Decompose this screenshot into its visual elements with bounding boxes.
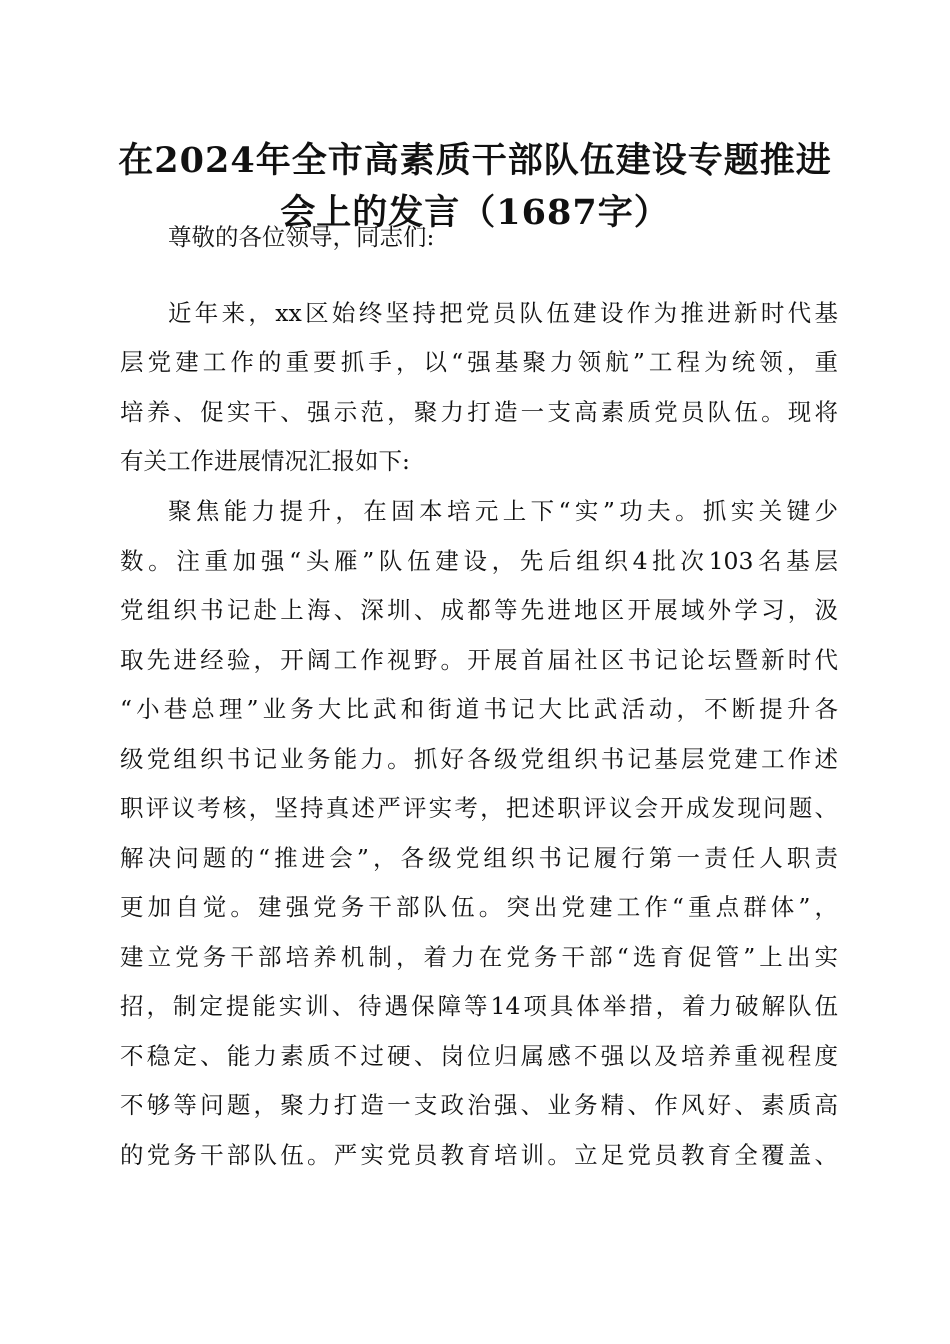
paragraph-2-line-5: “小巷总理”业务大比武和街道书记大比武活动，不断提升各 <box>120 695 838 723</box>
paragraph-2-line-7: 职评议考核，坚持真述严评实考，把述职评议会开成发现问题、 <box>120 794 838 822</box>
paragraph-2-line-4: 取先进经验，开阔工作视野。开展首届社区书记论坛暨新时代 <box>120 646 838 674</box>
paragraph-1-line-4: 有关工作进展情况汇报如下: <box>120 447 410 475</box>
paragraph-2-line-1: 聚焦能力提升，在固本培元上下“实”功夫。抓实关键少 <box>168 497 838 525</box>
document-title-line-1: 在2024年全市高素质干部队伍建设专题推进 <box>118 140 832 181</box>
salutation: 尊敬的各位领导，同志们: <box>168 223 435 251</box>
paragraph-2-line-11: 招，制定提能实训、待遇保障等14项具体举措，着力破解队伍 <box>120 992 838 1020</box>
paragraph-1-line-1: 近年来，xx区始终坚持把党员队伍建设作为推进新时代基 <box>168 299 838 327</box>
document-title-line-2: 会上的发言（1687字） <box>280 192 670 233</box>
paragraph-1-line-2: 层党建工作的重要抓手，以“强基聚力领航”工程为统领，重 <box>120 348 838 376</box>
paragraph-2-line-8: 解决问题的“推进会”，各级党组织书记履行第一责任人职责 <box>120 844 838 872</box>
paragraph-2-line-13: 不够等问题，聚力打造一支政治强、业务精、作风好、素质高 <box>120 1091 838 1119</box>
paragraph-1-line-3: 培养、促实干、强示范，聚力打造一支高素质党员队伍。现将 <box>120 398 838 426</box>
paragraph-2-line-12: 不稳定、能力素质不过硬、岗位归属感不强以及培养重视程度 <box>120 1042 838 1070</box>
paragraph-2-line-3: 党组织书记赴上海、深圳、成都等先进地区开展域外学习，汲 <box>120 596 838 624</box>
paragraph-2-line-9: 更加自觉。建强党务干部队伍。突出党建工作“重点群体”， <box>120 893 838 921</box>
paragraph-2-line-14: 的党务干部队伍。严实党员教育培训。立足党员教育全覆盖、 <box>120 1141 838 1169</box>
paragraph-2-line-10: 建立党务干部培养机制，着力在党务干部“选育促管”上出实 <box>120 943 838 971</box>
paragraph-2-line-2: 数。注重加强“头雁”队伍建设，先后组织4批次103名基层 <box>120 547 838 575</box>
paragraph-2-line-6: 级党组织书记业务能力。抓好各级党组织书记基层党建工作述 <box>120 745 838 773</box>
